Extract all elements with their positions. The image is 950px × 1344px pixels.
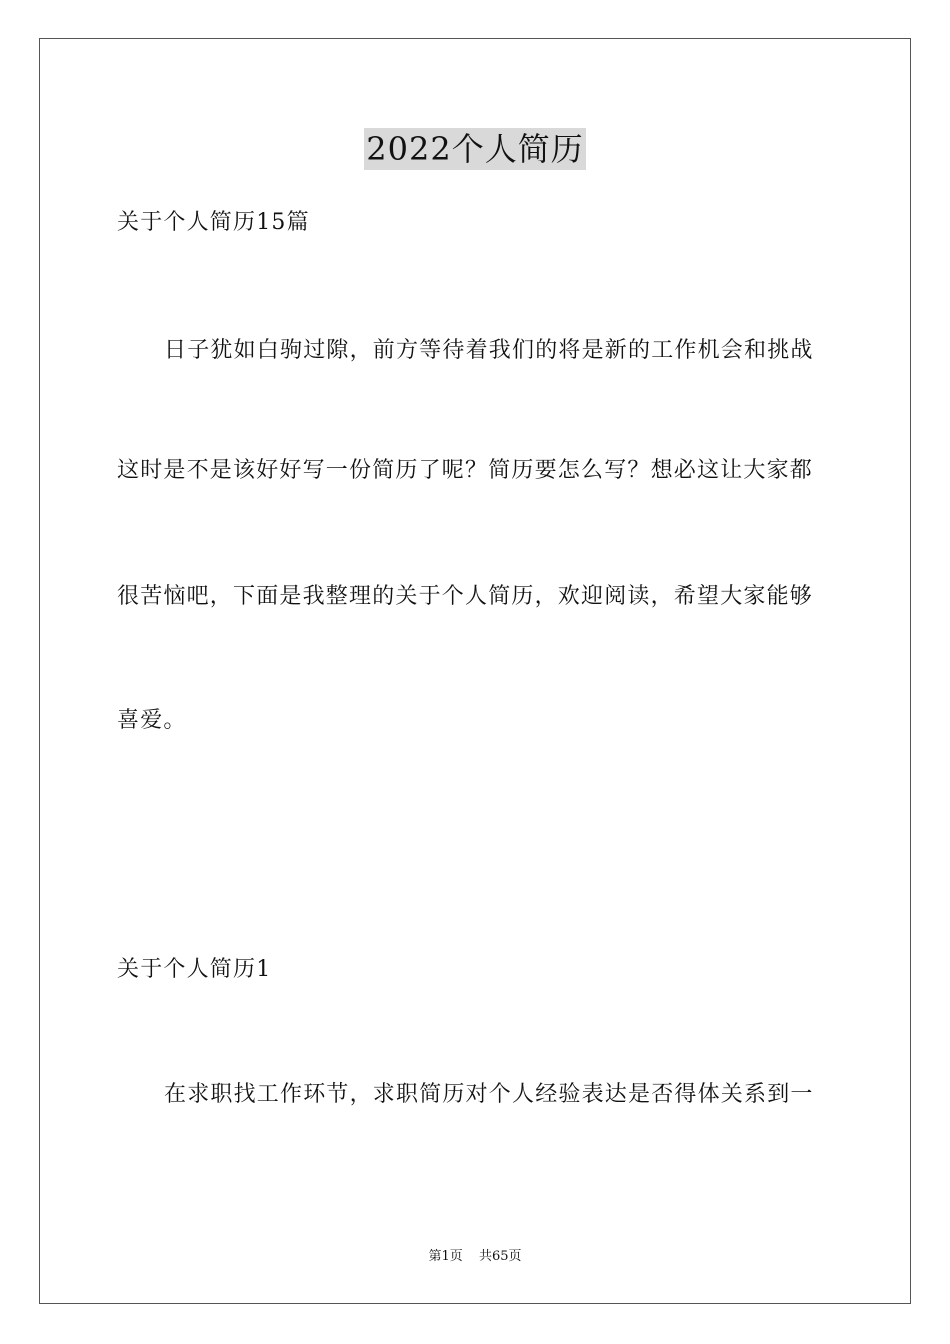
section-first-line: 在求职找工作环节，求职简历对个人经验表达是否得体关系到一: [164, 1082, 814, 1107]
document-subtitle: 关于个人简历15篇: [117, 210, 310, 235]
intro-line-3: 很苦恼吧，下面是我整理的关于个人简历，欢迎阅读，希望大家能够: [117, 584, 814, 609]
intro-line-1: 日子犹如白驹过隙，前方等待着我们的将是新的工作机会和挑战: [164, 338, 814, 363]
page-footer: [0, 1248, 950, 1266]
section-heading: 关于个人简历1: [117, 957, 272, 982]
page-number-total: 共65页: [478, 1249, 522, 1264]
intro-line-4: 喜爱。: [117, 708, 187, 733]
page-number-current: 第1页: [428, 1249, 463, 1264]
title-container: [0, 128, 950, 170]
intro-line-2: 这时是不是该好好写一份简历了呢？简历要怎么写？想必这让大家都: [117, 458, 814, 483]
document-title: 2022个人简历: [366, 130, 584, 168]
